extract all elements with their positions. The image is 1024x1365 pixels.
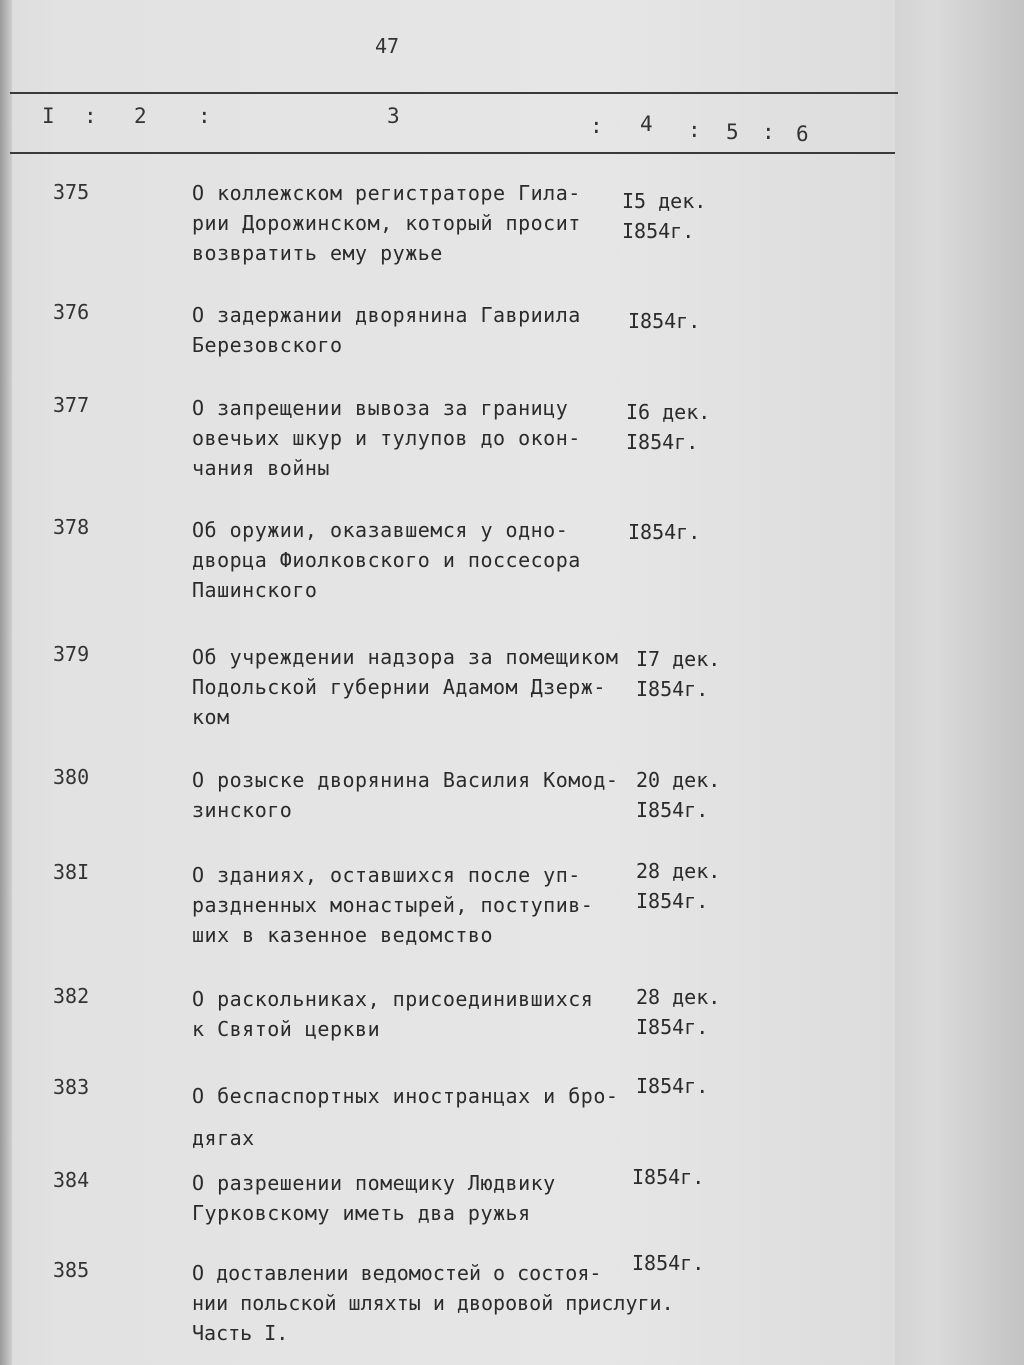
column-header-3: 3 — [387, 104, 400, 128]
row-number: 383 — [53, 1075, 90, 1099]
row-description: О зданиях, оставшихся после уп- раздненных монастырей, поступив- ших в казенное ведомство — [192, 863, 594, 947]
column-header-5: 5 — [726, 120, 739, 144]
row-date: 20 дек. I854г. — [636, 768, 721, 822]
column-separator: : — [198, 104, 211, 128]
row-description: Об оружии, оказавшемся у одно- дворца Фиолковского и поссесора Пашинского — [192, 518, 581, 602]
column-separator: : — [84, 104, 97, 128]
row-date: I854г. — [628, 520, 701, 544]
row-description: О беспаспортных иностранцах и бро- дягах — [192, 1084, 619, 1150]
column-header-6: 6 — [796, 122, 809, 146]
row-date: I854г. — [632, 1165, 705, 1189]
row-description: О розыске дворянина Василия Комод- зинского — [192, 768, 619, 822]
header-bottom-rule — [10, 152, 895, 154]
column-header-4: 4 — [640, 112, 653, 136]
row-description: О разрешении помещику Людвику Гурковскому иметь два ружья — [192, 1171, 556, 1225]
row-date: I854г. — [632, 1251, 705, 1275]
row-description: Об учреждении надзора за помещиком Подольской губернии Адамом Дзерж- ком — [192, 645, 619, 729]
column-separator: : — [590, 114, 603, 138]
header-top-rule — [10, 92, 898, 94]
row-description: О доставлении ведомостей о состоя- нии польской шляхты и дворовой прислуги. Часть I. — [192, 1261, 674, 1345]
row-date: I5 дек. I854г. — [622, 189, 707, 243]
row-date: 28 дек. I854г. — [636, 985, 721, 1039]
row-date: I854г. — [628, 309, 701, 333]
row-description: О задержании дворянина Гавриила Березовского — [192, 303, 581, 357]
row-description: О коллежском регистраторе Гила- рии Дорожинском, который просит возвратить ему ружье — [192, 181, 581, 265]
row-date: I6 дек. I854г. — [626, 400, 711, 454]
column-header-2: 2 — [134, 104, 147, 128]
row-date: I854г. — [636, 1074, 709, 1098]
column-header-1: I — [42, 104, 55, 128]
page-edge — [0, 0, 12, 1365]
row-date: 28 дек. I854г. — [636, 859, 721, 913]
column-separator: : — [688, 118, 701, 142]
row-number: 375 — [53, 180, 90, 204]
row-description: О раскольниках, присоединившихся к Святой церкви — [192, 987, 594, 1041]
row-number: 384 — [53, 1168, 90, 1192]
row-date: I7 дек. I854г. — [636, 647, 721, 701]
page-number: 47 — [375, 34, 400, 58]
row-number: 379 — [53, 642, 90, 666]
row-number: 377 — [53, 393, 90, 417]
row-number: 378 — [53, 515, 90, 539]
row-number: 380 — [53, 765, 90, 789]
row-number: 382 — [53, 984, 90, 1008]
row-number: 385 — [53, 1258, 90, 1282]
row-description: О запрещении вывоза за границу овечьих шкур и тулупов до окон- чания войны — [192, 396, 581, 480]
row-number: 376 — [53, 300, 90, 324]
row-number: 38I — [53, 860, 90, 884]
paper-fold-shadow — [895, 0, 1024, 1365]
column-separator: : — [762, 120, 775, 144]
